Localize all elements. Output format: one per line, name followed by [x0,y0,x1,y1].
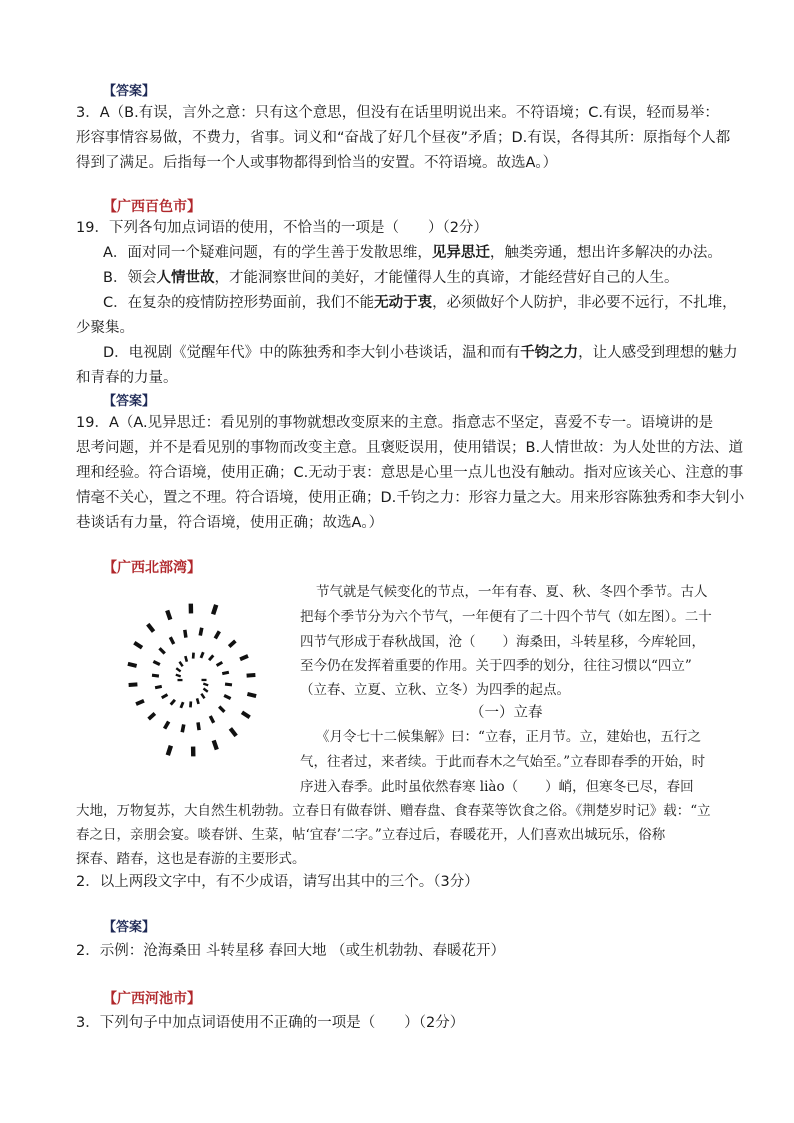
passage-p2-line-1: 《月令七十二候集解》曰：“立春，正月节。立，建始也，五行之 [316,729,701,745]
answer-19-line-5: 巷谈话有力量，符合语境，使用正确；故选A。） [76,515,384,531]
spiral-glyph-mark [209,715,215,723]
spiral-glyph-mark [218,705,226,713]
answer-2: 2．示例：沧海桑田 斗转星移 春回大地 （或生机勃勃、春暖花开） [76,943,506,959]
spiral-glyph-mark [247,692,257,698]
answer-3-line-1: 3．A（B.有误，言外之意：只有这个意思，但没有在话里明说出来。不符语境；C.有误，轻而易举： [76,105,719,121]
question-19-option-d-cont: 和青春的力量。 [76,370,178,386]
answer-label: 【答案】 [103,920,156,935]
spiral-glyph-mark [202,679,207,681]
passage-p2-line-4: 大地，万物复苏，大自然生机勃勃。立春日有做春饼、赠春盘、食春菜等饮食之俗。《荆楚岁时记》载：“立 [76,803,711,819]
answer-19-line-1: 19．A（A.见异思迁：看见别的事物就想改变原来的主意。指意志不坚定，喜爱不专一。语境讲的是 [76,415,714,431]
spiral-glyph-mark [196,722,201,730]
spiral-glyph-mark [163,721,170,730]
spiral-glyph-mark [189,701,192,707]
answer-19-line-4: 情毫不关心，置之不理。符合语境，使用正确；D.千钧之力：形容力量之大。用来形容陈独秀和李大钊小 [76,490,745,506]
spiral-glyph-mark [222,671,229,675]
spiral-glyph-mark [183,630,188,638]
spiral-glyph-mark [198,627,203,636]
passage-p1-line-4: 至今仍在发挥着重要的作用。关于四季的划分，往往习惯以“四立” [300,658,692,674]
spiral-glyph-mark [165,610,172,620]
passage-p2-line-6: 探春、踏春，这也是春游的主要形式。 [76,851,306,867]
spiral-glyph-mark [152,674,159,678]
passage-p1-line-2: 把每个季节分为六个节气，一年便有了二十四个节气（如左图）。二十 [300,609,712,625]
spiral-glyph-mark [196,698,200,704]
question-19-option-c-cont: 少聚集。 [76,320,134,336]
spiral-glyph-mark [184,656,188,662]
spiral-glyph-mark [214,630,221,639]
spiral-glyph-mark [216,661,223,667]
spiral-glyph-mark [135,699,144,706]
answer-label: 【答案】 [103,84,156,99]
spiral-glyph-mark [228,640,237,648]
spiral-glyph-mark [203,688,209,693]
spiral-glyph-mark [175,674,181,678]
spiral-glyph-mark [211,604,218,615]
question-19-option-b: B．领会人情世故，才能洞察世间的美好，才能懂得人生的真谛，才能经营好自己的人生。 [103,270,679,286]
question-19-option-a: A．面对同一个疑难问题，有的学生善于发散思维，见异思迁，触类旁通，想出许多解决的办法。 [103,245,722,261]
spiral-glyph-mark [200,693,205,699]
region-hechi: 【广西河池市】 [103,991,201,1007]
spiral-glyph-mark [239,654,248,661]
spiral-glyph-mark [178,661,183,667]
answer-19-line-3: 理和经验。符合语境，使用正确；C.无动于衷：意思是心里一点儿也没有触动。指对应该关心、注意的事 [76,465,744,481]
spiral-glyph-mark [128,682,137,687]
spiral-glyph-mark [189,604,194,614]
spiral-glyph-mark [153,660,161,666]
passage-p1-line-5: （立春、立夏、立秋、立冬）为四季的起点。 [300,682,570,698]
spiral-glyph-mark [223,694,231,700]
spiral-glyph-mark [158,647,166,655]
spiral-glyph-mark [200,652,205,659]
spiral-glyph-mark [146,623,155,633]
spiral-glyph-mark [192,653,195,659]
spiral-glyph-mark [127,662,137,668]
answer-19-line-2: 思考问题，并不是看见别的事物而改变主意。且褒贬误用，使用错误；B.人情世故：为人处世的方法、道 [76,440,744,456]
spiral-glyph-mark [176,667,182,672]
spiral-glyph-mark [147,712,156,720]
spiral-glyph-mark [155,685,162,689]
spiral-glyph-mark [133,641,143,649]
answer-3-line-3: 得到了满足。后指每一个人或事物都得到恰当的安置。不符语境。故选A。） [76,155,558,171]
spiral-glyph-mark [246,673,255,678]
spiral-glyph-mark [178,679,183,681]
spiral-glyph-mark [212,740,219,750]
spiral-glyph-mark [208,654,214,661]
solar-terms-spiral-figure [112,600,272,760]
question-2-stem: 2．以上两段文字中，有不少成语，请写出其中的三个。（3分） [76,874,479,890]
passage-subtitle: （一）立春 [470,705,543,721]
spiral-glyph-mark [180,702,185,709]
spiral-glyph-mark [166,745,173,756]
question-19-stem: 19．下列各句加点词语的使用，不恰当的一项是（ ）（2分） [76,220,488,236]
spiral-glyph-mark [241,711,251,719]
spiral-glyph-mark [161,693,168,699]
answer-label: 【答案】 [103,394,156,409]
spiral-glyph-mark [191,747,196,757]
spiral-glyph-mark [203,683,209,687]
question-19-option-c: C．在复杂的疫情防控形势面前，我们不能无动于衷，必须做好个人防护，非必要不远行，不扎堆， [103,295,737,311]
spiral-glyph-mark [180,724,185,733]
region-baise: 【广西百色市】 [103,199,201,215]
spiral-glyph-mark [169,636,175,644]
passage-p2-line-2: 气，往者过，来者续。于此而春木之气始至。”立春即春季的开始，时 [300,754,706,770]
spiral-glyph-mark [225,682,232,686]
spiral-glyph-mark [170,699,176,706]
question-3-stem: 3．下列句子中加点词语使用不正确的一项是（ ）（2分） [76,1015,465,1031]
passage-p1-line-1: 节气就是气候变化的节点，一年有春、夏、秋、冬四个季节。古人 [316,584,708,600]
answer-3-line-2: 形容事情容易做，不费力，省事。词义和“奋战了好几个昼夜”矛盾；D.有误，各得其所：原指每个人都 [76,130,731,146]
question-19-option-d: D．电视剧《觉醒年代》中的陈独秀和李大钊小巷谈话，温和而有千钧之力，让人感受到理想的魅力 [103,345,738,361]
passage-p2-line-3: 序进入春季。此时虽依然春寒 liào（ ）峭，但寒冬已尽，春回 [300,779,694,795]
region-beibuwan: 【广西北部湾】 [103,560,201,576]
spiral-glyph-mark [229,727,238,737]
passage-p1-line-3: 四节气形成于春秋战国，沧（ ）海桑田，斗转星移，今库轮回， [300,634,705,650]
passage-p2-line-5: 春之日，亲朋会宴。啖春饼、生菜，帖‘宜春’二字。”立春过后，春暖花开，人们喜欢出城玩乐，俗称 [76,827,666,843]
